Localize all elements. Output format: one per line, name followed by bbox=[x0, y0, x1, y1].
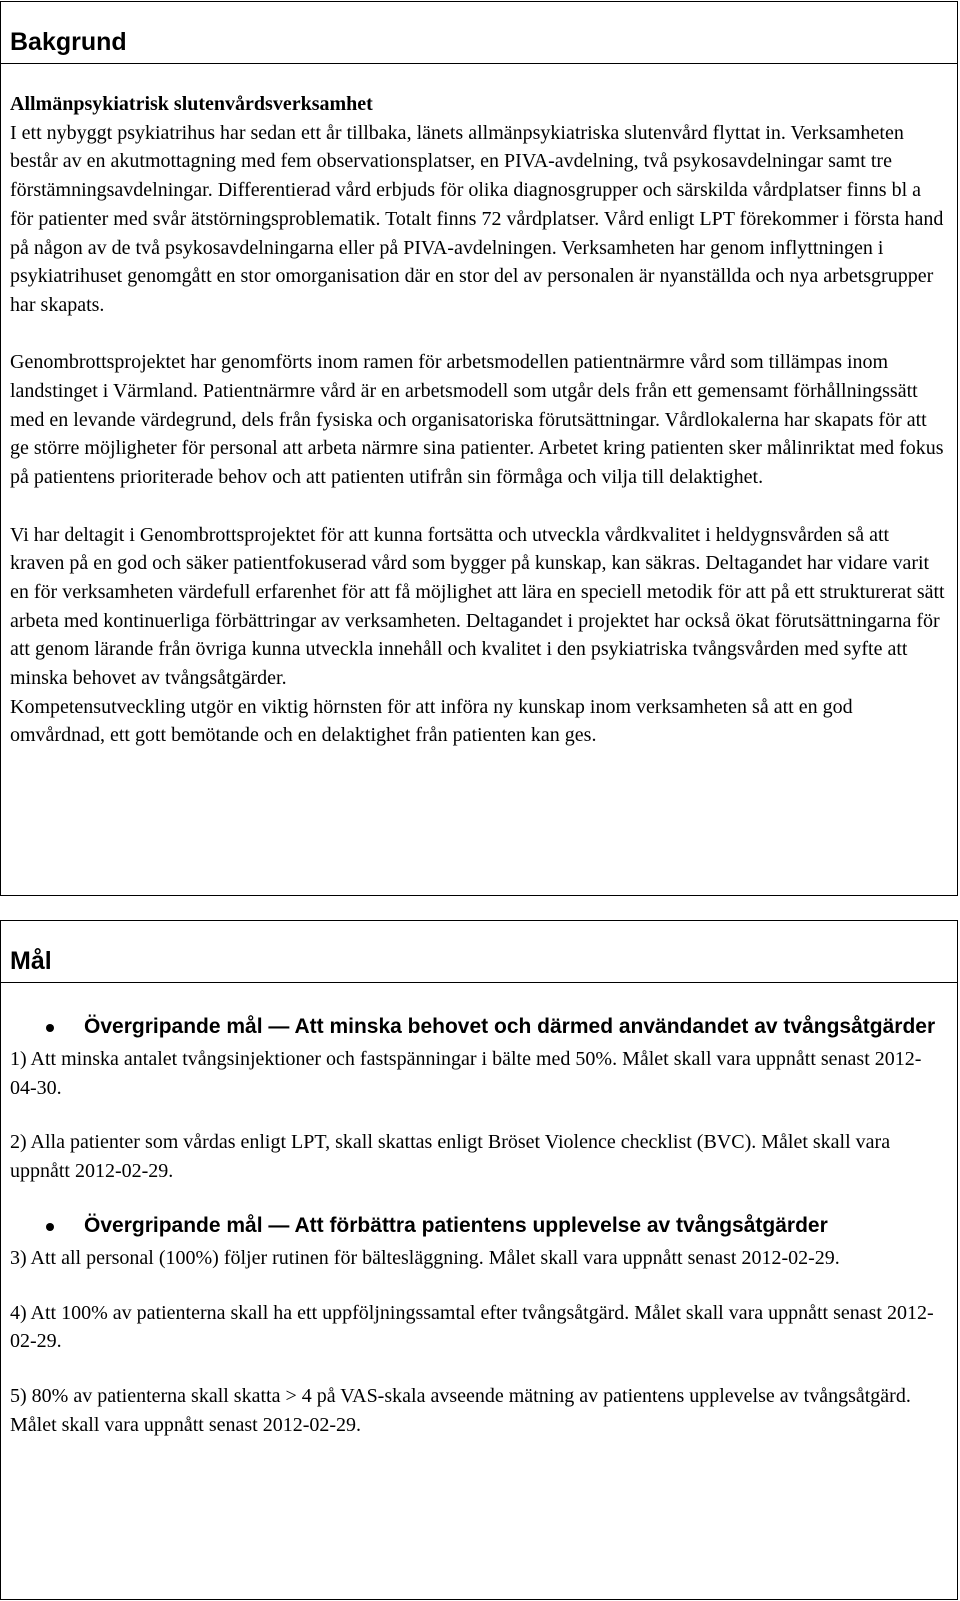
bakgrund-paragraph: I ett nybyggt psykiatrihus har sedan ett år tillbaka, länets allmänpsykiatriska slutenvård flyttat in. Verksamheten består av en akutmottagning med fem observationsplatser, en PIVA-avdelning, två psykosavdelningar samt tre förstämningsavdelningar. Differentierad vård erbjuds för olika diagnosgrupper och särskilda vårdplatser finns bl a för patienter med svår ätstörningsproblematik. Totalt finns 72 vårdplatser. Vård enligt LPT förekommer i första hand på någon av de två psykosavdelningarna eller på PIVA-avdelningen. Verksamheten har genom inflyttningen i psykiatrihuset genomgått en stor omorganisation där en stor del av personalen är nyanställda och nya arbetsgrupper har skapats. bbox=[10, 121, 944, 316]
goal-title: Övergripande mål — Att minska behovet och därmed användandet av tvångsåtgärder bbox=[84, 1015, 936, 1038]
goal-heading bbox=[10, 1013, 945, 1041]
bakgrund-section bbox=[0, 1, 958, 896]
bakgrund-heading: Bakgrund bbox=[10, 28, 127, 56]
goal-item: 5) 80% av patienterna skall skatta > 4 på VAS-skala avseende mätning av patientens upplevelse av tvångsåtgärd. Målet skall vara uppnått senast 2012-02-29. bbox=[10, 1384, 911, 1436]
mal-heading: Mål bbox=[10, 947, 52, 975]
bakgrund-body bbox=[1, 90, 957, 750]
bullet-icon bbox=[46, 1223, 54, 1231]
bakgrund-header bbox=[1, 2, 957, 64]
goal-item: 4) Att 100% av patienterna skall ha ett uppföljningssamtal efter tvångsåtgärd. Målet skall vara uppnått senast 2012-02-29. bbox=[10, 1301, 934, 1353]
bakgrund-paragraph: Vi har deltagit i Genombrottsprojektet för att kunna fortsätta och utveckla vårdkvalitet i heldygnsvården så att kraven på en god och säker patientfokuserad vård som bygger på kunskap, kan säkras. Deltagandet har vidare varit en för verksamheten värdefull erfarenhet för att få möjlighet att lära en speciell metodik för att på ett strukturerat sätt arbeta med kontinuerliga förbättringar av verksamheten. Deltagandet i projektet har också ökat förutsättningarna för att genom lärande från övriga kunna utveckla innehåll och kvalitet i den psykiatriska tvångsvården med syfte att minska behovet av tvångsåtgärder. bbox=[10, 523, 945, 690]
mal-body bbox=[1, 1013, 957, 1439]
bakgrund-subtitle: Allmänpsykiatrisk slutenvårdsverksamhet bbox=[10, 93, 373, 115]
mal-header bbox=[1, 921, 957, 983]
goal-title: Övergripande mål — Att förbättra patientens upplevelse av tvångsåtgärder bbox=[84, 1213, 828, 1237]
goal-item: 2) Alla patienter som vårdas enligt LPT, skall skattas enligt Bröset Violence checklist (BVC). Målet skall vara uppnått 2012-02-29. bbox=[10, 1131, 891, 1183]
bakgrund-paragraph: Kompetensutveckling utgör en viktig hörnsten för att införa ny kunskap inom verksamheten så att en god omvårdnad, ett gott bemötande och en delaktighet från patienten kan ges. bbox=[10, 695, 853, 747]
goal-item: 1) Att minska antalet tvångsinjektioner och fastspänningar i bälte med 50%. Målet skall vara uppnått senast 2012-04-30. bbox=[10, 1048, 922, 1099]
goal-heading bbox=[10, 1212, 945, 1240]
bullet-icon bbox=[46, 1024, 54, 1032]
mal-section bbox=[0, 920, 958, 1600]
bakgrund-paragraph: Genombrottsprojektet har genomförts inom ramen för arbetsmodellen patientnärmre vård som tillämpas inom landstinget i Värmland. Patientnärmre vård är en arbetsmodell som utgår dels från ett gemensamt förhållningssätt med en levande värdegrund, dels från fysiska och organisatoriska förutsättningar. Vårdlokalerna har skapats för att ge större möjligheter för personal att arbeta närmre sina patienter. Arbetet kring patienten sker målinriktat med fokus på patientens prioriterade behov och att patienten utifrån sin förmåga och vilja till delaktighet. bbox=[10, 351, 944, 489]
goal-item: 3) Att all personal (100%) följer rutinen för bältesläggning. Målet skall vara uppnått senast 2012-02-29. bbox=[10, 1246, 840, 1269]
